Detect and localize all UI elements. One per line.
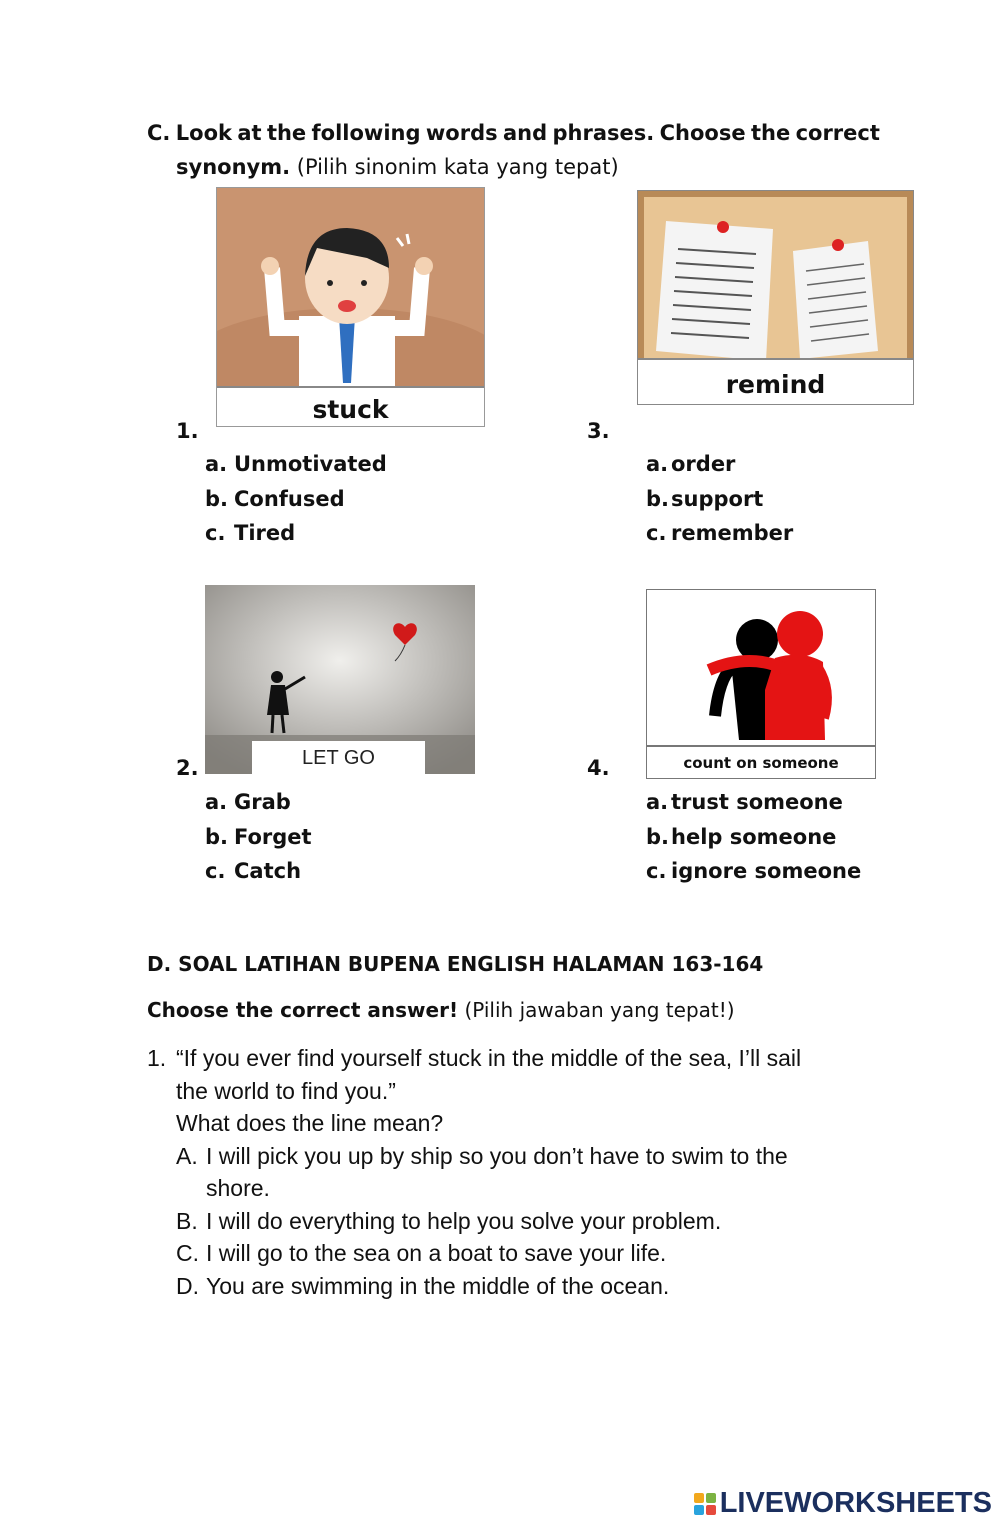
options-q4 bbox=[646, 785, 861, 889]
answer-option-a[interactable] bbox=[147, 1140, 887, 1205]
option-row[interactable] bbox=[205, 820, 312, 855]
answer-text: shore. bbox=[206, 1175, 270, 1201]
answer-letter: B. bbox=[176, 1207, 198, 1234]
option-text: ignore someone bbox=[671, 859, 862, 883]
option-row[interactable] bbox=[205, 854, 312, 889]
option-text: Grab bbox=[234, 790, 291, 814]
option-letter: b. bbox=[205, 486, 229, 511]
heading-word: following bbox=[311, 121, 421, 145]
option-letter: a. bbox=[205, 790, 228, 814]
question-number: 3. bbox=[587, 419, 610, 443]
instruction-translation: (Pilih jawaban yang tepat!) bbox=[464, 998, 735, 1022]
option-row[interactable] bbox=[205, 785, 312, 820]
option-text: trust someone bbox=[671, 790, 843, 814]
question-number: 1. bbox=[176, 419, 199, 443]
liveworksheets-logo-icon bbox=[694, 1493, 716, 1515]
question-number: 2. bbox=[176, 756, 199, 780]
option-text: help someone bbox=[671, 824, 837, 849]
question-d1-stem bbox=[147, 1042, 887, 1075]
option-text: Catch bbox=[234, 859, 302, 883]
answer-option-c[interactable] bbox=[147, 1237, 887, 1270]
answer-letter: D. bbox=[176, 1272, 199, 1299]
quote-line: “If you ever find yourself stuck in the middle of the sea, I’ll sail bbox=[176, 1045, 802, 1071]
answer-text: I will pick you up by ship so you don’t have to swim to the bbox=[206, 1142, 788, 1169]
heading-word: correct bbox=[795, 121, 880, 145]
option-text: order bbox=[671, 452, 736, 476]
heading-word: at bbox=[237, 121, 262, 145]
option-row[interactable] bbox=[205, 447, 387, 482]
option-letter: c. bbox=[646, 859, 667, 883]
section-c-heading-line1 bbox=[147, 116, 880, 150]
option-row[interactable] bbox=[205, 516, 387, 551]
option-text: Tired bbox=[234, 521, 296, 545]
caption-count-on-someone: count on someone bbox=[647, 745, 875, 778]
question-number: 4. bbox=[587, 756, 610, 780]
section-c-letter: C. bbox=[147, 121, 171, 145]
option-row[interactable] bbox=[646, 447, 793, 482]
image-remind bbox=[637, 190, 914, 405]
caption-let-go: LET GO bbox=[252, 741, 425, 774]
option-row[interactable] bbox=[646, 482, 793, 517]
heading-word: the bbox=[750, 121, 791, 145]
section-d-instruction bbox=[147, 998, 735, 1022]
caption-stuck: stuck bbox=[217, 386, 484, 426]
answer-option-d[interactable] bbox=[147, 1270, 887, 1303]
option-letter: a. bbox=[646, 790, 669, 814]
options-q3 bbox=[646, 447, 793, 551]
option-letter: b. bbox=[646, 824, 670, 849]
liveworksheets-logo[interactable] bbox=[694, 1487, 992, 1520]
question-d1 bbox=[147, 1042, 887, 1302]
option-text: support bbox=[671, 486, 764, 511]
heading-word: words bbox=[425, 121, 498, 145]
instruction-bold: Choose the correct answer! bbox=[147, 998, 459, 1022]
option-letter: a. bbox=[646, 452, 669, 476]
option-text: Unmotivated bbox=[234, 452, 387, 476]
option-letter: c. bbox=[205, 859, 226, 883]
answer-option-b[interactable] bbox=[147, 1205, 887, 1238]
quote-line: the world to find you.” bbox=[176, 1077, 396, 1104]
option-letter: b. bbox=[646, 486, 670, 511]
options-q2 bbox=[205, 785, 312, 889]
brand-name: LIVEWORKSHEETS bbox=[719, 1487, 992, 1519]
caption-remind: remind bbox=[638, 358, 913, 404]
heading-translation: (Pilih sinonim kata yang tepat) bbox=[296, 155, 619, 179]
option-row[interactable] bbox=[205, 482, 387, 517]
section-c-heading-line2 bbox=[147, 150, 880, 184]
option-row[interactable] bbox=[646, 820, 861, 855]
answer-text: You are swimming in the middle of the ocean. bbox=[206, 1272, 670, 1299]
heading-word: phrases. bbox=[552, 121, 655, 145]
option-text: Confused bbox=[234, 486, 345, 511]
heading-bold-end: synonym. bbox=[176, 155, 291, 179]
heading-word: Choose bbox=[659, 121, 746, 145]
option-text: Forget bbox=[234, 824, 312, 849]
option-row[interactable] bbox=[646, 516, 793, 551]
image-let-go bbox=[205, 585, 475, 774]
section-c-heading bbox=[147, 116, 880, 184]
answer-letter: A. bbox=[176, 1142, 198, 1169]
image-count-on-someone bbox=[646, 589, 876, 779]
section-d-heading: D. SOAL LATIHAN BUPENA ENGLISH HALAMAN 163-164 bbox=[147, 952, 764, 976]
option-row[interactable] bbox=[646, 785, 861, 820]
option-row[interactable] bbox=[646, 854, 861, 889]
image-stuck bbox=[216, 187, 485, 427]
answer-letter: C. bbox=[176, 1240, 199, 1266]
options-q1 bbox=[205, 447, 387, 551]
heading-word: Look bbox=[175, 121, 232, 145]
option-letter: c. bbox=[646, 521, 667, 545]
option-text: remember bbox=[671, 521, 794, 545]
question-number: 1. bbox=[147, 1045, 167, 1071]
option-letter: a. bbox=[205, 452, 228, 476]
question-prompt: What does the line mean? bbox=[176, 1110, 444, 1136]
answer-text: I will do everything to help you solve your problem. bbox=[206, 1207, 722, 1234]
option-letter: b. bbox=[205, 824, 229, 849]
heading-word: and bbox=[502, 121, 548, 145]
option-letter: c. bbox=[205, 521, 226, 545]
answer-text: I will go to the sea on a boat to save your life. bbox=[206, 1240, 667, 1266]
heading-word: the bbox=[266, 121, 307, 145]
